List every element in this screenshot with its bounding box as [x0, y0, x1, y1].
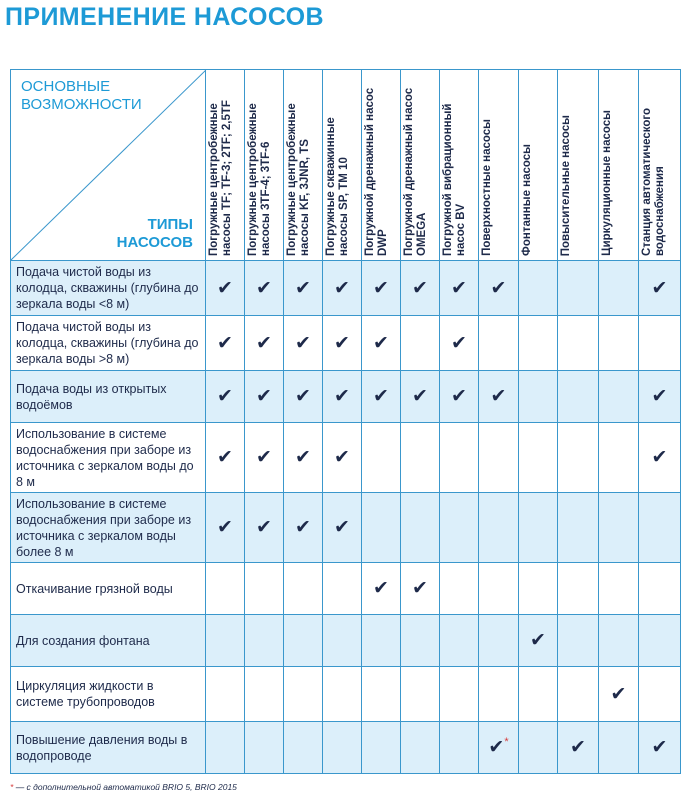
- page-title: ПРИМЕНЕНИЕ НАСОСОВ: [5, 3, 324, 31]
- row-label: Подача чистой воды из колодца, скважины (глубина до зеркала воды <8 м): [11, 261, 206, 316]
- empty-cell: [479, 423, 519, 493]
- column-header-label: Погружные центробежные насосы TF; TF-3; 2TF; 2,5TF: [208, 100, 233, 256]
- empty-cell: [599, 423, 639, 493]
- check-icon: ✔: [362, 563, 401, 615]
- empty-cell: [558, 667, 599, 722]
- column-header-label: Погружной вибрационный насос BV: [442, 103, 467, 256]
- table-row: [11, 423, 681, 493]
- table-row: [11, 261, 681, 316]
- table-row: [11, 316, 681, 371]
- column-header: [362, 70, 401, 261]
- column-header-label: Погружной дренажный насос OMEGA: [403, 87, 428, 256]
- empty-cell: [599, 371, 639, 423]
- check-icon: ✔: [245, 493, 284, 563]
- check-icon: ✔: [519, 615, 558, 667]
- empty-cell: [206, 667, 245, 722]
- check-icon: ✔: [323, 316, 362, 371]
- empty-cell: [284, 667, 323, 722]
- check-icon: ✔: [639, 371, 681, 423]
- empty-cell: [401, 615, 440, 667]
- empty-cell: [284, 722, 323, 774]
- column-header-label: Станция автоматического водоснабжения: [641, 107, 666, 256]
- check-icon: ✔: [206, 423, 245, 493]
- check-icon: ✔: [558, 722, 599, 774]
- check-icon: ✔: [479, 371, 519, 423]
- row-label: Использование в системе водоснабжения при заборе из источника с зеркалом воды более 8 м: [11, 493, 206, 563]
- empty-cell: [519, 371, 558, 423]
- check-icon: ✔: [284, 261, 323, 316]
- check-icon: ✔: [245, 316, 284, 371]
- check-icon: ✔: [284, 423, 323, 493]
- empty-cell: [639, 493, 681, 563]
- column-header-label: Погружные центробежные насосы 3TF-4; 3TF-6: [247, 103, 272, 256]
- check-icon: ✔: [639, 423, 681, 493]
- empty-cell: [519, 316, 558, 371]
- empty-cell: [479, 615, 519, 667]
- empty-cell: [519, 423, 558, 493]
- features-label: ОСНОВНЫЕ ВОЗМОЖНОСТИ: [21, 78, 142, 113]
- column-header-label: Фонтанные насосы: [521, 144, 533, 256]
- check-icon: ✔: [323, 261, 362, 316]
- row-label: Повышение давления воды в водопроводе: [11, 722, 206, 774]
- empty-cell: [639, 563, 681, 615]
- column-header: [401, 70, 440, 261]
- check-icon: ✔: [479, 261, 519, 316]
- column-header: [479, 70, 519, 261]
- empty-cell: [284, 563, 323, 615]
- empty-cell: [558, 615, 599, 667]
- check-icon: ✔: [245, 423, 284, 493]
- empty-cell: [639, 615, 681, 667]
- empty-cell: [519, 493, 558, 563]
- empty-cell: [479, 563, 519, 615]
- empty-cell: [245, 722, 284, 774]
- empty-cell: [639, 667, 681, 722]
- column-header: [245, 70, 284, 261]
- check-icon: ✔: [401, 371, 440, 423]
- empty-cell: [401, 667, 440, 722]
- empty-cell: [440, 563, 479, 615]
- pump-types-label: ТИПЫ НАСОСОВ: [116, 216, 193, 251]
- column-header: [599, 70, 639, 261]
- column-header: [519, 70, 558, 261]
- row-label: Откачивание грязной воды: [11, 563, 206, 615]
- empty-cell: [362, 493, 401, 563]
- column-header-label: Погружной дренажный насос DWP: [364, 87, 389, 256]
- empty-cell: [362, 667, 401, 722]
- empty-cell: [206, 722, 245, 774]
- check-icon: ✔: [599, 667, 639, 722]
- header-row: [11, 70, 681, 261]
- check-icon: [479, 722, 519, 774]
- column-header: [558, 70, 599, 261]
- empty-cell: [558, 261, 599, 316]
- footnote-text: — с дополнительной автоматикой BRIO 5, BRIO 2015: [15, 782, 237, 792]
- table-row: [11, 493, 681, 563]
- column-header: [440, 70, 479, 261]
- column-header: [206, 70, 245, 261]
- check-icon: ✔: [440, 371, 479, 423]
- empty-cell: [323, 615, 362, 667]
- table-row: [11, 722, 681, 774]
- check-icon: ✔: [284, 316, 323, 371]
- footnote: [10, 782, 237, 792]
- footnote-star: *: [10, 782, 14, 792]
- empty-cell: [440, 493, 479, 563]
- empty-cell: [479, 493, 519, 563]
- empty-cell: [362, 722, 401, 774]
- check-icon: ✔: [323, 493, 362, 563]
- column-header: [284, 70, 323, 261]
- empty-cell: [519, 667, 558, 722]
- empty-cell: [440, 615, 479, 667]
- corner-cell: [11, 70, 206, 261]
- table-row: [11, 615, 681, 667]
- check-icon: ✔: [206, 261, 245, 316]
- check-icon: ✔: [245, 371, 284, 423]
- empty-cell: [440, 722, 479, 774]
- empty-cell: [245, 667, 284, 722]
- empty-cell: [245, 615, 284, 667]
- empty-cell: [362, 615, 401, 667]
- empty-cell: [245, 563, 284, 615]
- empty-cell: [323, 667, 362, 722]
- column-header: [323, 70, 362, 261]
- column-header-label: Циркуляционные насосы: [601, 110, 613, 256]
- row-label: Циркуляция жидкости в системе трубопроводов: [11, 667, 206, 722]
- empty-cell: [401, 423, 440, 493]
- check-icon: ✔: [206, 371, 245, 423]
- empty-cell: [519, 722, 558, 774]
- column-header: [639, 70, 681, 261]
- row-label: Подача воды из открытых водоёмов: [11, 371, 206, 423]
- check-icon: ✔: [440, 316, 479, 371]
- empty-cell: [599, 563, 639, 615]
- empty-cell: [599, 316, 639, 371]
- empty-cell: [599, 261, 639, 316]
- table-row: [11, 667, 681, 722]
- check-icon: ✔: [245, 261, 284, 316]
- check-icon: ✔: [323, 371, 362, 423]
- empty-cell: [599, 722, 639, 774]
- empty-cell: [362, 423, 401, 493]
- empty-cell: [479, 316, 519, 371]
- empty-cell: [519, 563, 558, 615]
- table-body: [11, 261, 681, 774]
- empty-cell: [558, 423, 599, 493]
- check-icon: ✔: [206, 493, 245, 563]
- empty-cell: [558, 563, 599, 615]
- empty-cell: [440, 667, 479, 722]
- column-header-label: Поверхностные насосы: [481, 119, 493, 256]
- column-header-label: Погружные центробежные насосы KF, 3JNR, TS: [286, 103, 311, 256]
- check-icon: ✔: [323, 423, 362, 493]
- check-icon: ✔: [362, 371, 401, 423]
- empty-cell: [558, 493, 599, 563]
- empty-cell: [323, 563, 362, 615]
- column-header-label: Повысительные насосы: [560, 114, 572, 256]
- check-icon: ✔: [284, 493, 323, 563]
- empty-cell: [519, 261, 558, 316]
- check-icon: ✔: [401, 563, 440, 615]
- table-row: [11, 563, 681, 615]
- check-icon: ✔: [362, 316, 401, 371]
- check-icon: ✔: [639, 722, 681, 774]
- check-icon: ✔: [639, 261, 681, 316]
- check-icon: ✔: [206, 316, 245, 371]
- empty-cell: [558, 316, 599, 371]
- check-icon: ✔: [401, 261, 440, 316]
- asterisk-mark: *: [504, 736, 509, 748]
- check-icon: ✔: [284, 371, 323, 423]
- check-mark: ✔: [488, 737, 505, 758]
- row-label: Использование в системе водоснабжения при заборе из источника с зеркалом воды до 8 м: [11, 423, 206, 493]
- column-header-label: Погружные скважинные насосы SP, TM 10: [325, 117, 350, 256]
- empty-cell: [599, 615, 639, 667]
- check-icon: ✔: [362, 261, 401, 316]
- empty-cell: [284, 615, 323, 667]
- empty-cell: [440, 423, 479, 493]
- empty-cell: [479, 667, 519, 722]
- empty-cell: [206, 615, 245, 667]
- table-row: [11, 371, 681, 423]
- pump-application-table: [10, 69, 681, 774]
- empty-cell: [401, 316, 440, 371]
- empty-cell: [323, 722, 362, 774]
- empty-cell: [401, 722, 440, 774]
- row-label: Для создания фонтана: [11, 615, 206, 667]
- row-label: Подача чистой воды из колодца, скважины (глубина до зеркала воды >8 м): [11, 316, 206, 371]
- empty-cell: [206, 563, 245, 615]
- check-icon: ✔: [440, 261, 479, 316]
- empty-cell: [599, 493, 639, 563]
- empty-cell: [639, 316, 681, 371]
- empty-cell: [558, 371, 599, 423]
- empty-cell: [401, 493, 440, 563]
